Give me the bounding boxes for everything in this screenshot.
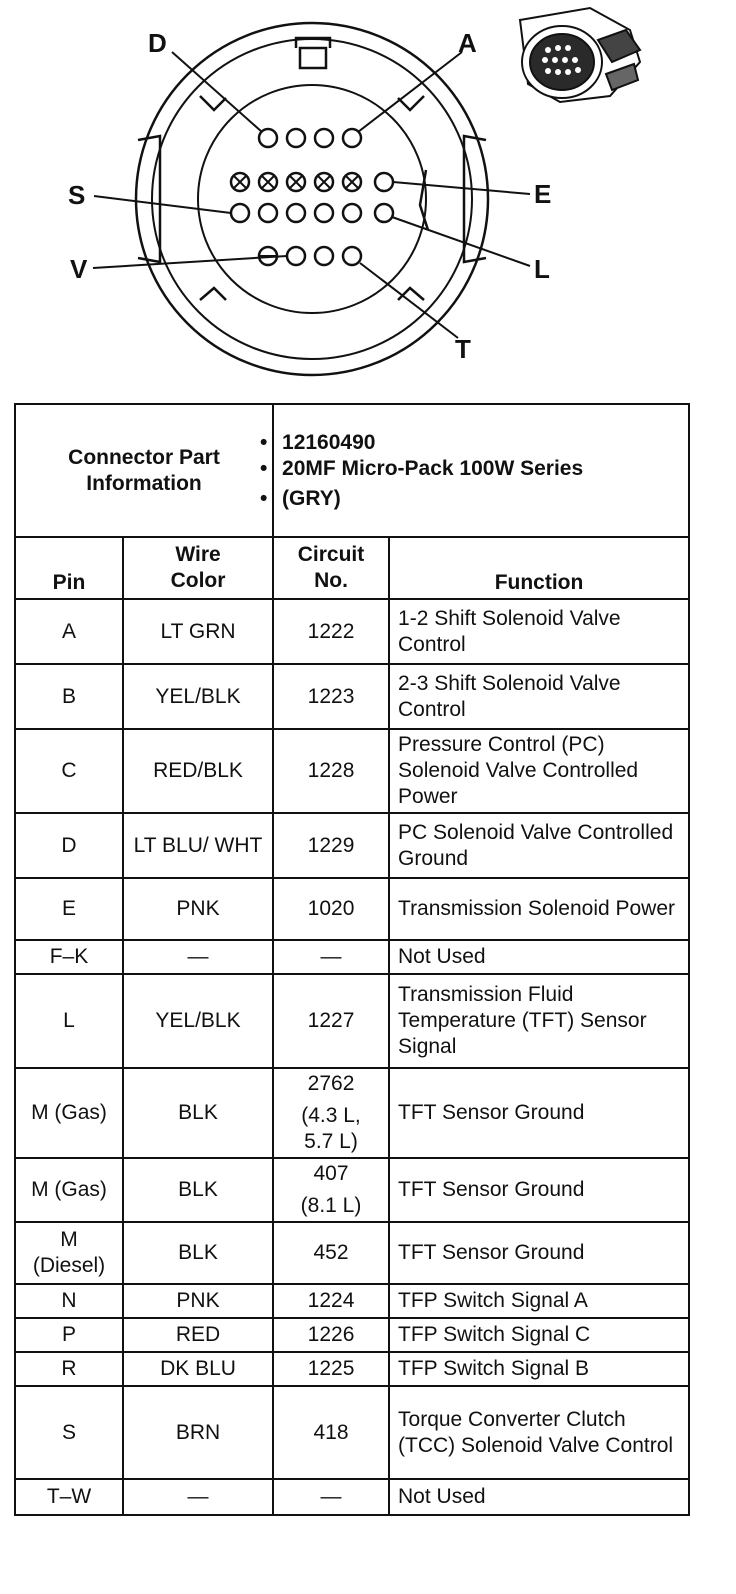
pin-label-l: L	[534, 254, 550, 284]
connector-color: • (GRY)	[282, 486, 680, 512]
pin-cell: E	[15, 878, 123, 940]
pin-cell: L	[15, 974, 123, 1068]
pin-e-cavity	[375, 173, 393, 191]
circuit-number: 2762	[307, 1072, 355, 1095]
function-cell: 1-2 Shift Solenoid Valve Control	[389, 599, 689, 664]
pin-label-a: A	[458, 28, 477, 58]
column-header-function: Function	[389, 537, 689, 599]
leader-line-e	[393, 182, 530, 194]
table-row	[15, 940, 689, 974]
table-row	[15, 1352, 689, 1386]
pin-cell: R	[15, 1352, 123, 1386]
pin-cell: D	[15, 813, 123, 878]
connector-series: • 20MF Micro-Pack 100W Series	[282, 456, 680, 486]
pin-cell: C	[15, 729, 123, 813]
table-row	[15, 1386, 689, 1479]
pin-l-cavity	[375, 204, 393, 222]
wire-color-cell: PNK	[123, 878, 273, 940]
pin-cell: P	[15, 1318, 123, 1352]
circuit-cell: 1223	[273, 664, 389, 729]
pin-cavity	[315, 129, 333, 147]
column-header-wire-color: Wire Color	[123, 537, 273, 599]
wire-color-cell: YEL/BLK	[123, 974, 273, 1068]
pin-cavity	[315, 247, 333, 265]
circuit-number: 407	[313, 1162, 349, 1185]
table-row	[15, 729, 689, 813]
circuit-cell: 1226	[273, 1318, 389, 1352]
pin-cavity	[315, 204, 333, 222]
circuit-cell: 452	[273, 1222, 389, 1284]
connector-pin-face	[198, 85, 426, 313]
column-header-circuit: Circuit No.	[273, 537, 389, 599]
pin-cavity	[287, 129, 305, 147]
circuit-engine-note: (8.1 L)	[300, 1194, 362, 1217]
circuit-cell: 418	[273, 1386, 389, 1479]
function-cell: Torque Converter Clutch (TCC) Solenoid Valve Control	[389, 1386, 689, 1479]
wire-color-cell: —	[123, 1479, 273, 1515]
function-cell: Pressure Control (PC) Solenoid Valve Controlled Power	[389, 729, 689, 813]
circuit-cell: 1225	[273, 1352, 389, 1386]
function-cell: TFT Sensor Ground	[389, 1222, 689, 1284]
circuit-engine-note: (4.3 L, 5.7 L)	[301, 1104, 361, 1153]
circuit-cell: 1227	[273, 974, 389, 1068]
pin-cavity	[259, 204, 277, 222]
pin-label-d: D	[148, 28, 167, 58]
circuit-cell: 1020	[273, 878, 389, 940]
pin-s-cavity	[231, 204, 249, 222]
leader-line-a	[358, 52, 462, 132]
pin-cell: T–W	[15, 1479, 123, 1515]
wire-color-cell: PNK	[123, 1284, 273, 1318]
circuit-cell	[273, 1068, 389, 1158]
wire-color-cell: LT BLU/ WHT	[123, 813, 273, 878]
pin-cavity	[343, 204, 361, 222]
pin-cell: M (Gas)	[15, 1158, 123, 1222]
pin-cavity	[287, 204, 305, 222]
table-row	[15, 1158, 689, 1222]
connector-info-list	[273, 404, 689, 537]
circuit-cell: —	[273, 940, 389, 974]
table-row	[15, 813, 689, 878]
function-cell: TFT Sensor Ground	[389, 1158, 689, 1222]
table-row	[15, 1318, 689, 1352]
table-row	[15, 1479, 689, 1515]
connector-outer-shell	[136, 23, 488, 375]
table-row	[15, 1068, 689, 1158]
leader-line-s	[94, 196, 231, 213]
function-cell: TFP Switch Signal C	[389, 1318, 689, 1352]
function-cell: 2-3 Shift Solenoid Valve Control	[389, 664, 689, 729]
table-row	[15, 974, 689, 1068]
function-cell: Transmission Fluid Temperature (TFT) Sensor Signal	[389, 974, 689, 1068]
wire-color-cell: DK BLU	[123, 1352, 273, 1386]
connector-face-diagram	[0, 0, 736, 395]
table-row	[15, 664, 689, 729]
table-row	[15, 878, 689, 940]
wire-color-cell: BLK	[123, 1068, 273, 1158]
pin-label-e: E	[534, 179, 552, 209]
connector-3d-illustration	[520, 8, 640, 102]
pin-label-v: V	[70, 254, 88, 284]
wire-color-cell: YEL/BLK	[123, 664, 273, 729]
column-header-pin: Pin	[15, 537, 123, 599]
connector-part-number: • 12160490	[282, 430, 680, 456]
function-cell: TFP Switch Signal B	[389, 1352, 689, 1386]
function-cell: Not Used	[389, 1479, 689, 1515]
function-cell: PC Solenoid Valve Controlled Ground	[389, 813, 689, 878]
function-cell: TFP Switch Signal A	[389, 1284, 689, 1318]
connector-info-label: Connector Part Information	[15, 404, 273, 537]
column-header-row	[15, 537, 689, 599]
circuit-cell	[273, 1158, 389, 1222]
pin-cell: M (Gas)	[15, 1068, 123, 1158]
function-cell: TFT Sensor Ground	[389, 1068, 689, 1158]
connector-info-row	[15, 404, 689, 537]
leader-line-d	[172, 52, 262, 132]
pin-cell: B	[15, 664, 123, 729]
circuit-cell: 1228	[273, 729, 389, 813]
table-row	[15, 1284, 689, 1318]
pin-cell: S	[15, 1386, 123, 1479]
table-row	[15, 599, 689, 664]
pin-t-cavity	[343, 247, 361, 265]
pin-cell: F–K	[15, 940, 123, 974]
pin-label-s: S	[68, 180, 86, 210]
wire-color-cell: BLK	[123, 1158, 273, 1222]
wire-color-cell: RED	[123, 1318, 273, 1352]
circuit-cell: 1222	[273, 599, 389, 664]
circuit-cell: 1224	[273, 1284, 389, 1318]
pin-cell: A	[15, 599, 123, 664]
leader-line-v	[93, 256, 287, 268]
circuit-cell: —	[273, 1479, 389, 1515]
circuit-cell: 1229	[273, 813, 389, 878]
pin-cell: N	[15, 1284, 123, 1318]
function-cell: Transmission Solenoid Power	[389, 878, 689, 940]
wire-color-cell: RED/BLK	[123, 729, 273, 813]
pin-v-cavity	[287, 247, 305, 265]
function-cell: Not Used	[389, 940, 689, 974]
pin-label-t: T	[455, 334, 471, 364]
wire-color-cell: —	[123, 940, 273, 974]
wire-color-cell: BRN	[123, 1386, 273, 1479]
wire-color-cell: LT GRN	[123, 599, 273, 664]
table-row	[15, 1222, 689, 1284]
pin-cell: M (Diesel)	[15, 1222, 123, 1284]
wire-color-cell: BLK	[123, 1222, 273, 1284]
pinout-table	[14, 403, 690, 1516]
